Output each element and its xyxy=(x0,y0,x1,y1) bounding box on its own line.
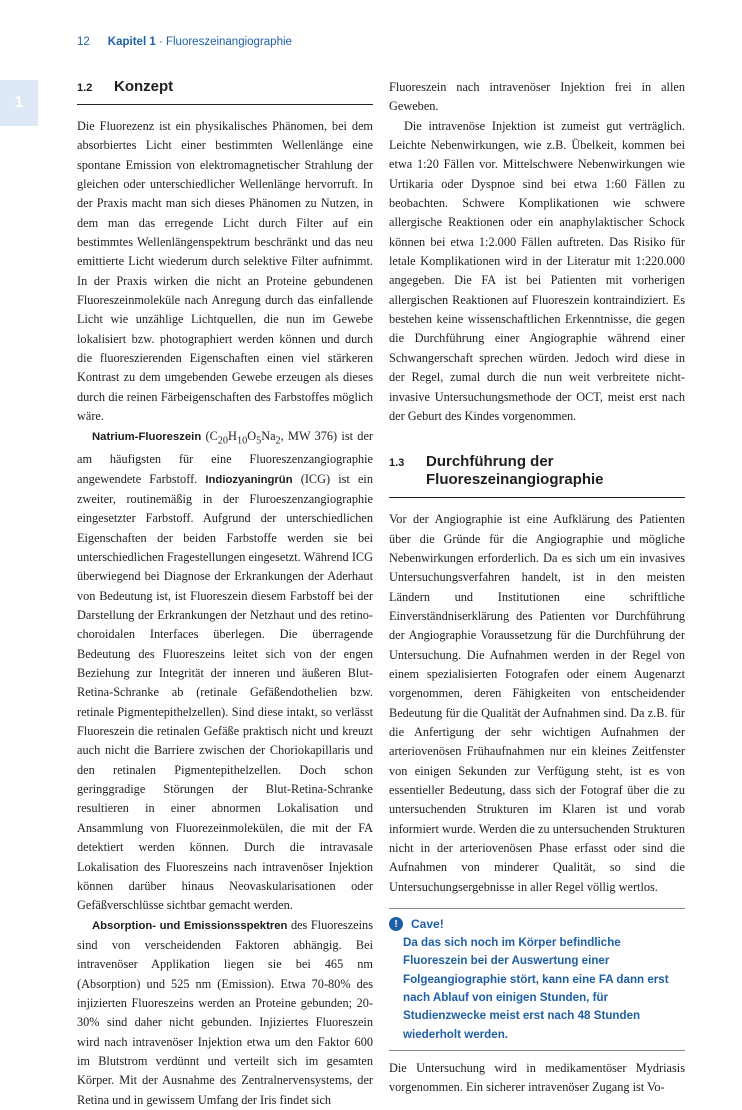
section-title: Durchführung der Fluoreszeinangiographie xyxy=(426,453,604,489)
keyword-spectra: Absorption- und Emissionsspektren xyxy=(92,919,288,932)
paragraph-dyes xyxy=(77,427,373,916)
paragraph-text: des Fluoreszeins sind von verscheidenden Faktoren abhängig. Bei intravenöser Applikation liegen sie bei 465 nm (Absorption) und 525 nm (Emission). Etwa 70-80% des injizierten Fluoreszeins werden an Proteine gebunden; 20-30% sind daher nicht gebunden. Injiziertes Fluoreszein wird nach intravenöser Injektion etwa um den Faktor 600 im Blutstrom verdünnt und verteilt sich im gesamten Körper. Mit der Ausnahme des Zentralnervensystems, der Retina und in gewissem Umfang der Iris findet sich xyxy=(77,917,373,1107)
keyword-natrium-fluoreszein: Natrium-Fluoreszein xyxy=(92,430,202,443)
formula-subscript: 10 xyxy=(236,434,248,446)
paragraph-continued: Fluoreszein nach intravenöser Injektion frei in allen Geweben. xyxy=(389,80,685,114)
paragraph-text: , MW 376) ist der am häufigsten für eine Fluoreszenzangiographie angewendete Farbstoff. xyxy=(77,428,373,486)
section-rule xyxy=(389,497,685,498)
formula-subscript: 2 xyxy=(275,434,281,446)
paragraph-side-effects: Die intravenöse Injektion ist zumeist gut verträglich. Leichte Nebenwirkungen, wie z.B. Übelkeit, kommen bei etwa 1:20 Fällen vor. Mittelschwere Nebenwirkungen wie Urtikaria oder Dyspnoe sind bei etwa 1:60 Fällen zu beobachten. Schwere Komplikationen wie schwere allergische Reaktionen oder ein anaphylaktischer Schock können bei etwa 1:2.000 Fällen auftreten. Das Risiko für letale Komplikationen wird in der Literatur mit 1:220.000 angegeben. Die FA ist bei Patienten mit vorherigen allergischen Reaktionen auf Fluoreszein kontraindiziert. Es bestehen keine wissenschaftlichen Erkenntnisse, die gegen die Durchführung einer Angiographie während einer Schwangerschaft sprechen würden. Jedoch wird diese in der Regel, zumal durch die nun weit verbreitete nicht-invasive Untersuchungsmethode der OCT, meist erst nach der Geburt des Kindes vorgenommen. xyxy=(389,118,685,423)
paragraph-procedure: Vor der Angiographie ist eine Aufklärung des Patienten über die Gründe für die Angiographie und mögliche Nebenwirkungen erforderlich. Da es sich um ein invasives Untersuchungsverfahren handelt, ist in den meisten Ländern und Institutionen eine schriftliche Einverständniserklärung des Patienten vor Durchführung der Angiographie Voraussetzung für die Durchführung der Untersuchung. Die Aufnahmen werden in der Regel von einem spezialisierten Fotografen oder einem Augenarzt vorgenommen, deren Fähigkeiten von entscheidender Bedeutung für die Qualität der Aufnahmen sind. Da z.B. für die Anfertigung der sehr wichtigen Aufnahmen der arteriovenösen Frühaufnahmen nur ein kleines Zeitfenster von einigen Sekunden zur Verfügung steht, ist es von essentieller Bedeutung, dass sich der Fotograf über die zu untersuchenden Strukturen im Klaren ist und vorab informiert wurde. Werden die zu untersuchenden Strukturen nicht in der arteriovenösen Phase erfasst oder sind die Aufnahmen von minderer Qualität, so sind die Untersuchungsergebnisse in aller Regel völlig wertlos. xyxy=(389,512,685,894)
section-heading-1-3 xyxy=(389,453,685,489)
paragraph-text: (ICG) ist ein zweiter, routinemäßig in der Fluroeszenzangiographie eingesetzter Farbstoff. Aufgrund der unterschiedlichen Eigenschaften der beiden Farbstoffe werden sie bei unterschiedlichen Fragestellungen eingesetzt. Während ICG überwiegend bei Diagnose der Erkrankungen der Aderhaut von Bedeutung ist, ist Fluoreszein diesem Farbstoff bei der Darstellung der Erkrankungen der Netzhaut und des retino-choroidalen Interfaces überlegen. Die überragende Bedeutung des Fluoreszeins leitet sich von der engen Beziehung zur Integrität der inneren und äußeren Blut-Retina-Schranke ab (retinale Gefäßendothelien bzw. retinale Pigmentepithelzellen). Sind diese intakt, so verlässt Fluoreszein die retinalen Gefäße praktisch nicht und kreuzt auch nicht die Barriere zwischen der Choriokapillaris und den retinalen Pigmentepithelzellen. Doch schon geringgradige Störungen der Blut-Retina-Schranke resultieren in einer abnormen Lokalisation und Ansammlung von Fluorezeinmolekülen, die mit der FA detektiert werden können. Durch die intravasale Lokalisation des Fluoreszeins nach intravenöser Injektion können darüber hinaus Neovaskularisationen oder Gefäßverschlüsse sichtbar gemacht werden. xyxy=(77,471,373,913)
caution-heading xyxy=(389,917,685,931)
section-title: Konzept xyxy=(114,78,174,95)
formula-subscript: 5 xyxy=(256,434,262,446)
formula-part: H xyxy=(228,428,237,443)
running-header xyxy=(77,36,292,48)
left-column xyxy=(77,78,373,1110)
caution-title: Cave! xyxy=(411,917,444,932)
right-column xyxy=(389,78,685,1098)
chapter-label: Kapitel 1 xyxy=(107,36,156,48)
chapter-title: Fluoreszeinangiographie xyxy=(165,36,292,48)
page-number: 12 xyxy=(77,36,90,48)
keyword-indiozyaningruen: Indiozyaningrün xyxy=(205,473,293,486)
exclamation-icon: ! xyxy=(389,917,403,931)
caution-text: Da das sich noch im Körper befindliche Fluoreszein bei der Auswertung einer Folgeangiographie stört, kann eine FA dann erst nach Ablauf von einigen Stunden, für Studienzwecke meist erst nach 48 Stunden wiederholt werden. xyxy=(403,936,669,1041)
header-separator: · xyxy=(155,36,166,48)
caution-box xyxy=(389,908,685,1051)
formula-part: Na xyxy=(261,428,276,443)
formula-part: O xyxy=(247,428,257,443)
formula-part: (C xyxy=(201,428,218,443)
section-heading-1-2 xyxy=(77,78,373,96)
section-rule xyxy=(77,104,373,105)
paragraph-spectra xyxy=(77,916,373,1110)
section-number: 1.2 xyxy=(77,82,93,94)
paragraph-fluorescence: Die Fluorezenz ist ein physikalisches Phänomen, bei dem absorbiertes Licht einer bestimmten Wellenlänge eine spontane Emission von elektromagnetischer Strahlung der gleichen oder unterschiedlicher Wellenlänge hervorruft. In der Praxis macht man sich dieses Phänomen zu Nutzen, in dem man das erregende Licht durch Filter auf ein bestimmtes Wellenlängenspektrum beschränkt und das neu emittierte Licht wiederum durch selektive Filter aufnimmt. In der Praxis wirken die nicht an Proteine gebundenen Fluoreszeinmoleküle nach Anregung durch das einfallende Licht wie unzählige Lichtquellen, die nun im Gewebe lokalisiert bzw. photographiert werden können und durch die fluoreszierenden Eigenschaften einen viel stärkeren Kontrast zu dem umgebenden Gewebe erzeugen als dieses durch die reinen Färbeigenschaften des Farbstoffes möglich wäre. xyxy=(77,119,373,424)
formula-subscript: 20 xyxy=(217,434,229,446)
paragraph-mydriasis: Die Untersuchung wird in medikamentöser Mydriasis vorgenommen. Ein sicherer intravenöser Zugang ist Vo- xyxy=(389,1060,685,1095)
section-number: 1.3 xyxy=(389,457,405,470)
chapter-tab: 1 xyxy=(0,80,38,126)
